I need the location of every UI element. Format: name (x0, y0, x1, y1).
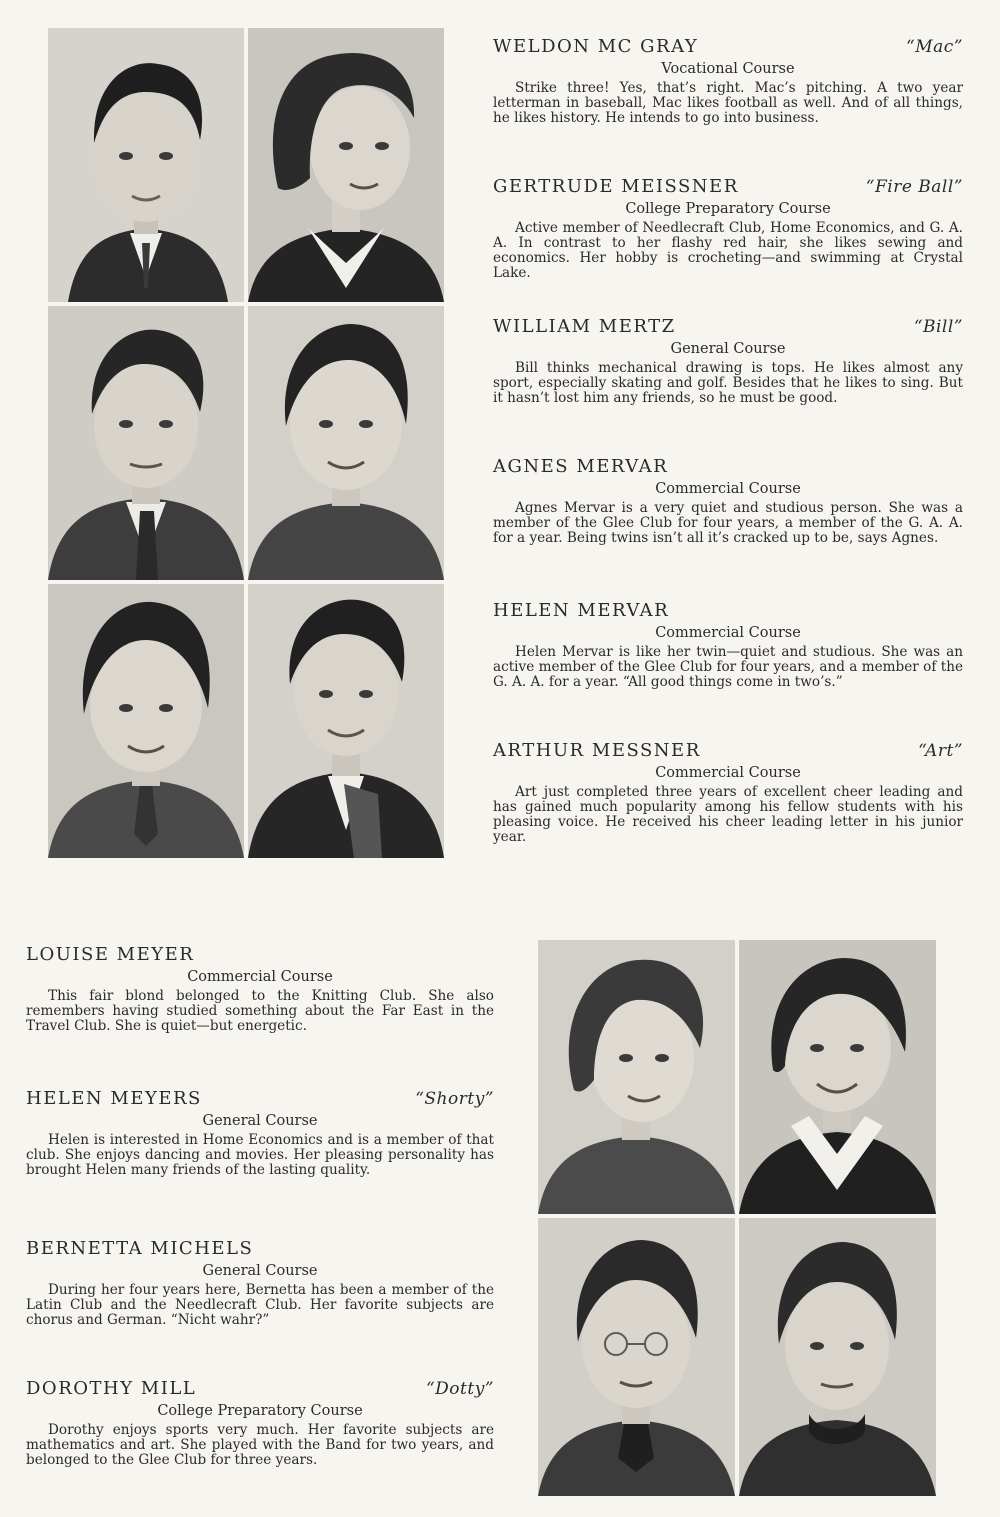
student-nickname: “Shorty” (415, 1089, 494, 1109)
student-bio: Active member of Needlecraft Club, Home Economics, and G. A. A. In contrast to her flashy red hair, she likes sewing and economics. Her hobby is crocheting—and swimming at Crystal Lake. (493, 220, 963, 281)
bottom-portrait-grid (538, 940, 936, 1496)
course-label: General Course (202, 1113, 318, 1129)
entry-gertrude-meissner (493, 176, 963, 281)
entry-helen-mervar (493, 600, 963, 690)
course-label: Commercial Course (187, 969, 333, 985)
student-name: HELEN MEYERS (26, 1088, 202, 1109)
student-nickname: “Dotty” (425, 1379, 494, 1399)
student-name: BERNETTA MICHELS (26, 1238, 254, 1259)
student-name: HELEN MERVAR (493, 600, 670, 621)
student-nickname: “Art” (918, 741, 963, 761)
portrait-william-mertz (48, 306, 244, 580)
portrait-weldon-mcgray (48, 28, 244, 302)
entry-william-mertz (493, 316, 963, 406)
portrait-helen-meyers (739, 940, 936, 1214)
portrait-gertrude-meissner (248, 28, 444, 302)
student-nickname: “Bill” (913, 317, 963, 337)
student-nickname: “Mac” (906, 37, 963, 57)
portrait-bernetta-michels (538, 1218, 735, 1496)
student-bio: During her four years here, Bernetta has been a member of the Latin Club and the Needlecraft Club. Her favorite subjects are chorus and German. “Nicht wahr?” (26, 1282, 494, 1328)
student-name: LOUISE MEYER (26, 944, 195, 965)
student-name: WELDON MC GRAY (493, 36, 699, 57)
portrait-helen-mervar (48, 584, 244, 858)
student-bio: Art just completed three years of excellent cheer leading and has gained much popularity among his fellow students with his pleasing voice. He received his cheer leading letter in his junior year. (493, 784, 963, 845)
student-name: AGNES MERVAR (493, 456, 669, 477)
student-bio: Helen is interested in Home Economics and is a member of that club. She enjoys dancing and movies. Her pleasing personality has brought Helen many friends of the lasting quality. (26, 1132, 494, 1178)
student-bio: Strike three! Yes, that’s right. Mac’s pitching. A two year letterman in baseball, Mac likes football as well. And of all things, he likes history. He intends to go into business. (493, 80, 963, 126)
student-bio: Helen Mervar is like her twin—quiet and studious. She was an active member of the Glee Club for four years, and a member of the G. A. A. for a year. “All good things come in two’s.” (493, 644, 963, 690)
entry-helen-meyers (26, 1088, 494, 1178)
course-label: College Preparatory Course (157, 1403, 363, 1419)
student-bio: Bill thinks mechanical drawing is tops. He likes almost any sport, especially skating and golf. Besides that he likes to sing. But it hasn’t lost him any friends, so he must be good. (493, 360, 963, 406)
portrait-agnes-mervar (248, 306, 444, 580)
student-bio: This fair blond belonged to the Knitting Club. She also remembers having studied something about the Far East in the Travel Club. She is quiet—but energetic. (26, 988, 494, 1034)
student-name: DOROTHY MILL (26, 1378, 197, 1399)
course-label: College Preparatory Course (625, 201, 831, 217)
student-nickname: “Fire Ball” (865, 177, 963, 197)
entry-louise-meyer (26, 944, 494, 1034)
entry-weldon-mcgray (493, 36, 963, 126)
course-label: Commercial Course (655, 765, 801, 781)
student-name: ARTHUR MESSNER (493, 740, 701, 761)
entry-dorothy-mill (26, 1378, 494, 1468)
student-bio: Agnes Mervar is a very quiet and studious person. She was a member of the Glee Club for four years, a member of the G. A. A. for a year. Being twins isn’t all it’s cracked up to be, says Agnes. (493, 500, 963, 546)
entry-bernetta-michels (26, 1238, 494, 1328)
entry-arthur-messner (493, 740, 963, 845)
course-label: General Course (202, 1263, 318, 1279)
top-portrait-grid (48, 28, 444, 858)
entry-agnes-mervar (493, 456, 963, 546)
student-name: GERTRUDE MEISSNER (493, 176, 739, 197)
portrait-dorothy-mill (739, 1218, 936, 1496)
portrait-louise-meyer (538, 940, 735, 1214)
portrait-arthur-messner (248, 584, 444, 858)
student-name: WILLIAM MERTZ (493, 316, 676, 337)
course-label: Commercial Course (655, 481, 801, 497)
course-label: Commercial Course (655, 625, 801, 641)
course-label: Vocational Course (661, 61, 795, 77)
student-bio: Dorothy enjoys sports very much. Her favorite subjects are mathematics and art. She played with the Band for two years, and belonged to the Glee Club for three years. (26, 1422, 494, 1468)
course-label: General Course (670, 341, 786, 357)
